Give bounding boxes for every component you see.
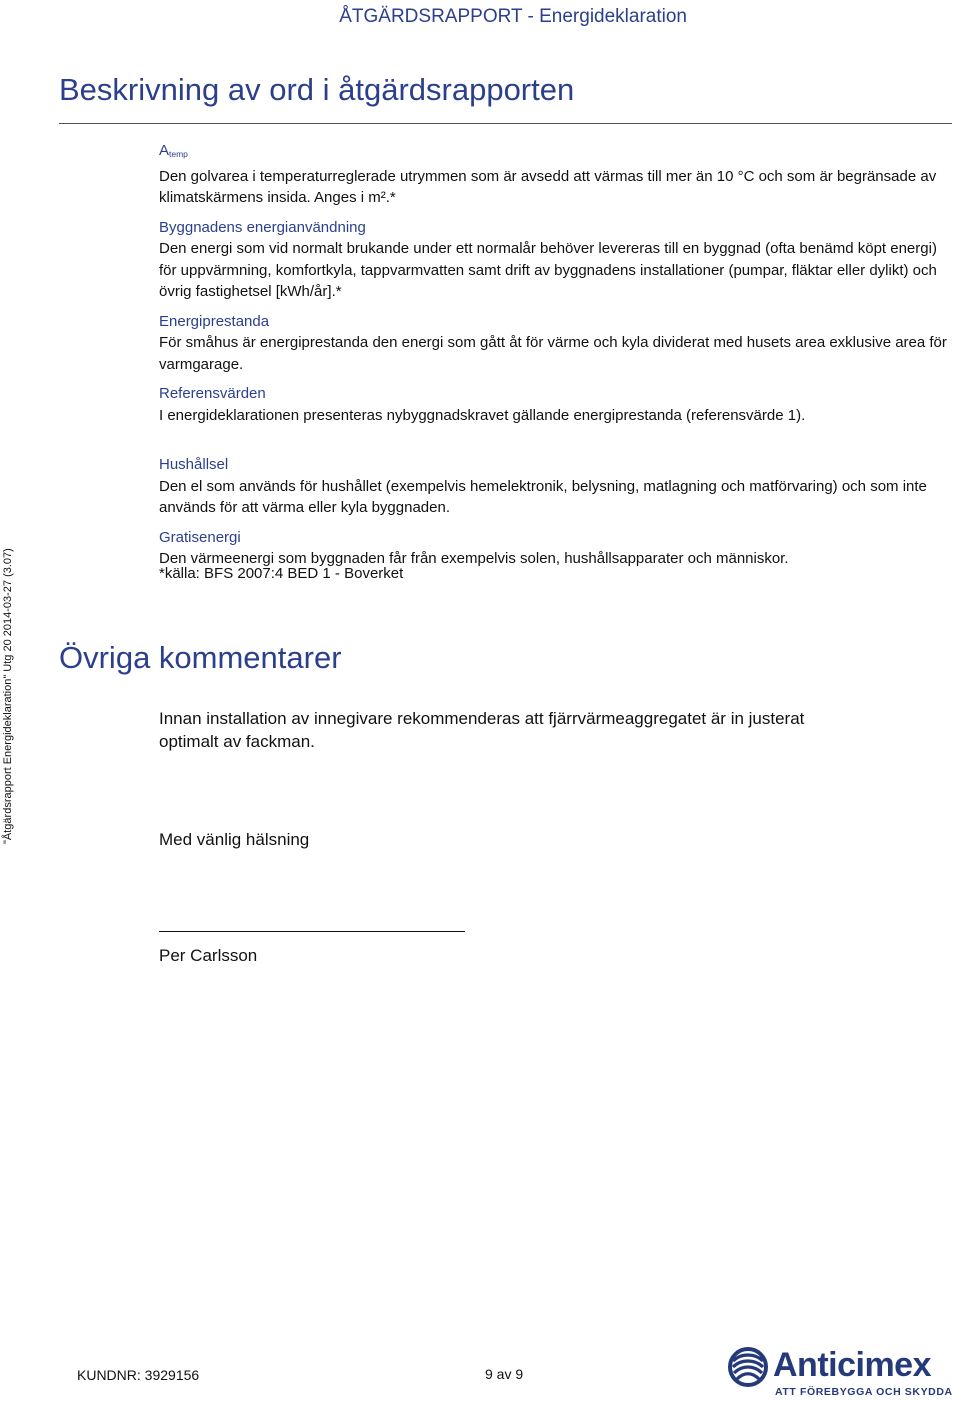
logo-tagline: ATT FÖREBYGGA OCH SKYDDA — [775, 1386, 953, 1398]
definition-description: Den värmeenergi som byggnaden får från exempelvis solen, hushållsapparater och människor. — [159, 550, 789, 567]
header-title: ÅTGÄRDSRAPPORT - Energideklaration — [339, 6, 687, 27]
greeting: Med vänlig hälsning — [159, 830, 310, 849]
logo-swirl-icon — [727, 1347, 769, 1387]
definition-description: Den el som används för hushållet (exempelvis hemelektronik, belysning, matlagning och matförvaring) och som inte används för att värma eller kyla byggnaden. — [159, 477, 927, 516]
definition-term: Referensvärden — [159, 385, 266, 402]
comments-title: Övriga kommentarer — [59, 640, 342, 675]
title-divider — [59, 123, 952, 124]
definition-description: För småhus är energiprestanda den energi som gått åt för värme och kyla dividerat med husets area exklusive area för varmgarage. — [159, 334, 947, 373]
signature-line — [159, 931, 465, 932]
source-note: *källa: BFS 2007:4 BED 1 - Boverket — [159, 565, 404, 582]
definition-term: Hushållsel — [159, 456, 229, 473]
page-title: Beskrivning av ord i åtgärdsrapporten — [59, 72, 575, 107]
definition-term: Byggnadens energianvändning — [159, 218, 366, 236]
definition-description: Den golvarea i temperaturreglerade utrymmen som är avsedd att värmas till mer än 10 °C och som är begränsade av klimatskärmens insida. Anges i m².* — [159, 167, 937, 206]
definition-term: Energiprestanda — [159, 312, 270, 330]
company-logo — [727, 1345, 957, 1401]
signer-name: Per Carlsson — [159, 946, 258, 965]
definition-term — [159, 140, 954, 166]
definition-description: I energideklarationen presenteras nybyggnadskravet gällande energiprestanda (referensvärde 1). — [159, 406, 806, 424]
comment-text: Innan installation av innegivare rekommenderas att fjärrvärmeaggregatet är in justerat optimalt av fackman. — [159, 709, 805, 751]
term-text: A — [159, 142, 170, 159]
document-side-label: "Åtgärdsrapport Energideklaration" Utg 20 2014-03-27 (3.07) — [2, 548, 14, 844]
definitions-list — [159, 140, 954, 570]
term-subscript: temp — [169, 149, 188, 159]
customer-number: KUNDNR: 3929156 — [77, 1367, 200, 1383]
logo-name: Anticimex — [773, 1346, 931, 1384]
page-number: 9 av 9 — [485, 1366, 524, 1382]
definition-description: Den energi som vid normalt brukande under ett normalår behöver levereras till en byggnad (ofta benämd köpt energi) för uppvärmning, komfortkyla, tappvarmvatten samt drift av byggnadens installationer (pumpar, fläktar eller dylikt) och övrig fastighetsel [kWh/år].* — [159, 240, 937, 300]
definition-term: Gratisenergi — [159, 528, 241, 546]
